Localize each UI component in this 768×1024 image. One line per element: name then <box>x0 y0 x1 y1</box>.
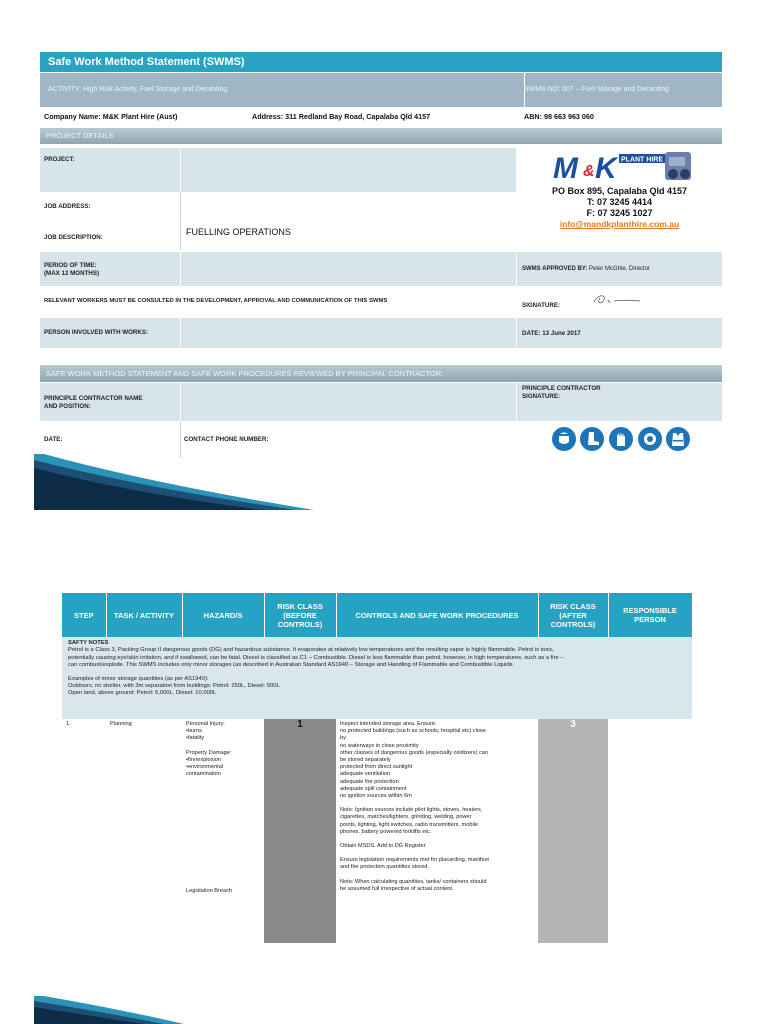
swms-procedures-page <box>62 593 692 949</box>
col-risk-before <box>264 593 336 637</box>
date-contact-row <box>40 422 516 458</box>
date-label: DATE: <box>44 436 63 443</box>
hazard-line: contamination <box>186 771 221 778</box>
principal-name-value <box>181 383 516 421</box>
ear-protection-icon <box>638 427 662 451</box>
col-task: TASK / ACTIVITY <box>106 593 182 637</box>
control-line: Ensure legislation requirements met for placarding, manifest <box>340 857 489 864</box>
table-row <box>62 719 692 943</box>
safety-notes-line6: Open land, above ground: Petrol: 5,000L, Diesel: 10,000L <box>68 690 217 697</box>
period-value <box>181 252 516 286</box>
safety-notes-line3: can combust/explode. This SWMS includes only minor storages (as described in Australian Standard AS1940 – Storage and Handling of Flammable and Combustible Liquids. <box>68 662 515 669</box>
control-line: other classes of dangerous goods (especially oxidizers) can <box>340 749 489 756</box>
hazard-line: Property Damage: <box>186 749 232 756</box>
approved-by-label: SWMS APPROVED BY: <box>522 266 588 272</box>
control-line: adequate spill containment <box>340 785 407 792</box>
control-line: and fire protection quantities stored. <box>340 864 429 871</box>
page2-swoosh-decoration <box>34 996 314 1024</box>
svg-text:K: K <box>594 152 617 185</box>
consult-notice: RELEVANT WORKERS MUST BE CONSULTED IN THE DEVELOPMENT, APPROVAL AND COMMUNICATION OF THIS SWMS <box>44 298 388 304</box>
principal-name-label <box>40 383 180 421</box>
project-label: PROJECT: <box>40 148 180 192</box>
control-line: be stored separately <box>340 757 391 764</box>
principal-signature-row <box>517 383 722 421</box>
col-risk-before-line3: CONTROLS) <box>277 619 323 629</box>
contact-phone-label: CONTACT PHONE NUMBER: <box>184 436 269 443</box>
principal-signature-label <box>522 385 601 401</box>
principal-name-label-line1: PRINCIPLE CONTRACTOR NAME <box>44 395 143 402</box>
control-line: adequate fire protection <box>340 778 399 785</box>
control-line: Inspect intended storage area. Ensure: <box>340 721 437 727</box>
activity-text: ACTIVITY: High Risk Activity, Fuel Storage and Decanting <box>48 86 228 93</box>
job-address-label: JOB ADDRESS: <box>44 203 91 210</box>
approved-by-row <box>517 252 722 286</box>
control-line: protected from direct sunlight <box>340 764 413 771</box>
hazard-line: •burns <box>186 728 202 735</box>
principal-signature-label-line1: PRINCIPLE CONTRACTOR <box>522 385 601 392</box>
job-address-row <box>40 193 516 221</box>
company-address: Address: 311 Redland Bay Road, Capalaba Qld 4157 <box>252 112 431 121</box>
risk-after-value: 3 <box>538 719 608 943</box>
safety-notes <box>62 637 692 719</box>
col-controls: CONTROLS AND SAFE WORK PROCEDURES <box>336 593 538 637</box>
row-task: Planning <box>110 721 132 727</box>
company-name: Company Name: M&K Plant Hire (Aust) <box>44 112 178 121</box>
col-risk-before-line1: RISK CLASS <box>277 601 323 611</box>
company-row <box>40 108 722 126</box>
gloves-icon <box>609 427 633 451</box>
signature-row <box>517 287 722 317</box>
face-shield-icon <box>552 427 576 451</box>
svg-text:PLANT HIRE: PLANT HIRE <box>620 156 663 164</box>
safety-boot-icon <box>580 427 604 451</box>
principal-row <box>40 383 516 421</box>
procedures-table <box>62 593 693 637</box>
control-line: Note: Ignition sources include pilot lights, stoves, heaters, <box>340 807 483 814</box>
principal-name-label-line2: AND POSITION: <box>44 403 91 410</box>
svg-text:M: M <box>552 152 578 185</box>
col-risk-after <box>538 593 608 637</box>
project-details-header: PROJECT DETAILS <box>40 128 722 144</box>
logo-po-box: PO Box 895, Capalaba Qld 4157 <box>551 186 688 196</box>
approval-date-row <box>517 318 722 348</box>
control-line: by <box>340 735 346 742</box>
approval-date-value: 13 June 2017 <box>542 330 581 337</box>
col-risk-after-line2: (AFTER <box>559 610 587 620</box>
risk-before-value: 1 <box>264 719 336 943</box>
principal-signature-label-line2: SIGNATURE: <box>522 393 561 400</box>
approved-by <box>522 266 650 272</box>
activity-row <box>40 73 722 107</box>
col-responsible-line1: RESPONSIBLE <box>623 606 677 615</box>
control-line: adequate ventilation <box>340 771 391 778</box>
hazard-legislation: Legislation Breach <box>186 888 233 894</box>
control-line: be assumed full irrespective of actual content. <box>340 885 454 892</box>
col-responsible <box>608 593 692 637</box>
project-row <box>40 148 516 192</box>
safety-notes-heading: SAFTY NOTES <box>68 640 109 646</box>
hazard-line: •fire/explosion <box>186 756 221 763</box>
company-logo-block <box>517 144 722 254</box>
col-responsible-line2: PERSON <box>634 615 666 624</box>
row-responsible <box>608 719 692 943</box>
company-abn: ABN: 98 663 963 060 <box>524 112 594 121</box>
person-involved-value <box>181 318 516 348</box>
col-risk-after-line3: CONTROLS) <box>550 619 596 629</box>
period-label-line1: PERIOD OF TIME: <box>44 262 97 269</box>
control-line: no waterways in close proximity <box>340 742 419 749</box>
col-step: STEP <box>62 593 106 637</box>
person-involved-label: PERSON INVOLVED WITH WORKS: <box>40 318 180 348</box>
hazard-line: Personal Injury: <box>186 721 225 727</box>
hazard-line: •environmental <box>186 764 224 771</box>
job-description-row <box>40 222 516 250</box>
approval-date-label: DATE: <box>522 330 541 337</box>
ppe-icons <box>517 422 722 458</box>
signature-label: SIGNATURE: <box>522 302 561 309</box>
page-swoosh-decoration <box>34 454 314 510</box>
signature-scribble <box>592 292 642 308</box>
control-line: no protected buildings (such as schools, hospital etc) close <box>340 728 486 735</box>
col-risk-after-line1: RISK CLASS <box>550 601 596 611</box>
control-line: Note: When calculating quantities, tanks/ containers should <box>340 878 487 885</box>
company-logo <box>545 148 695 186</box>
safety-notes-line5: Outdoors, no shelter, with 3m separation from buildings: Petrol: 250L, Diesel: 500L <box>68 683 280 690</box>
hi-vis-vest-icon <box>666 427 690 451</box>
logo-fax: F: 07 3245 1027 <box>586 208 653 218</box>
col-risk-before-line2: (BEFORE <box>283 610 317 620</box>
logo-email-link[interactable]: info@mandkplanthire.com.au <box>559 219 680 229</box>
safety-notes-line4: Examples of minor storage quantities (as per AS1940): <box>68 675 209 682</box>
control-line: no ignition sources within 6m <box>340 793 412 800</box>
job-description-label: JOB DESCRIPTION: <box>44 234 103 241</box>
swms-cover-page <box>34 44 734 510</box>
period-row <box>40 252 516 286</box>
period-label-line2: (MAX 12 MONTHS) <box>44 270 100 277</box>
svg-text:&: & <box>582 163 595 180</box>
approved-by-value: Peter McGhie, Director <box>589 266 651 272</box>
hazard-line: •fatality <box>186 735 205 742</box>
project-value <box>181 148 516 192</box>
row-hazards <box>182 719 264 943</box>
row-controls <box>336 719 538 943</box>
control-line: phones, battery powered forklifts etc. <box>340 828 432 835</box>
person-involved-row <box>40 318 516 348</box>
reviewed-header: SAFE WORK METHOD STATEMENT AND SAFE WORK PROCEDURES REVIEWED BY PRINCIPAL CONTRACTOR: <box>40 365 722 382</box>
consult-row <box>40 287 516 317</box>
logo-phone: T: 07 3245 4414 <box>586 197 653 207</box>
control-line: points, lighting, light switches, radio transmitters, mobile <box>340 821 479 828</box>
col-hazard: HAZARD/S <box>182 593 264 637</box>
job-description-value: FUELLING OPERATIONS <box>186 227 291 237</box>
swms-title: Safe Work Method Statement (SWMS) <box>40 52 722 72</box>
swms-no: SWMS NO: 007 – Fuel Storage and Decanting <box>524 86 669 93</box>
control-line: Obtain MSDS. Add to DG Register <box>340 843 426 850</box>
safety-notes-line2: potentially causing eye/skin irritation, and if swallowed, can be fatal. Diesel is classified as C1 – Combustible. Diesel is less flammable than petrol, however, in high temperatures, such as a fire – <box>68 654 564 661</box>
row-step: 1. <box>66 721 71 727</box>
control-line: cigarettes, matches/lighters, grinding, welding, power <box>340 814 472 821</box>
table-header-row <box>62 593 692 637</box>
safety-notes-line1: Petrol is a Class 3, Packing Group II dangerous goods (DG) and hazardous substance. It evaporates at relatively low temperatures and the resulting vapor is highly flammable. Petrol is toxic, <box>68 647 555 654</box>
period-label <box>40 252 180 286</box>
approval-date <box>522 330 581 337</box>
